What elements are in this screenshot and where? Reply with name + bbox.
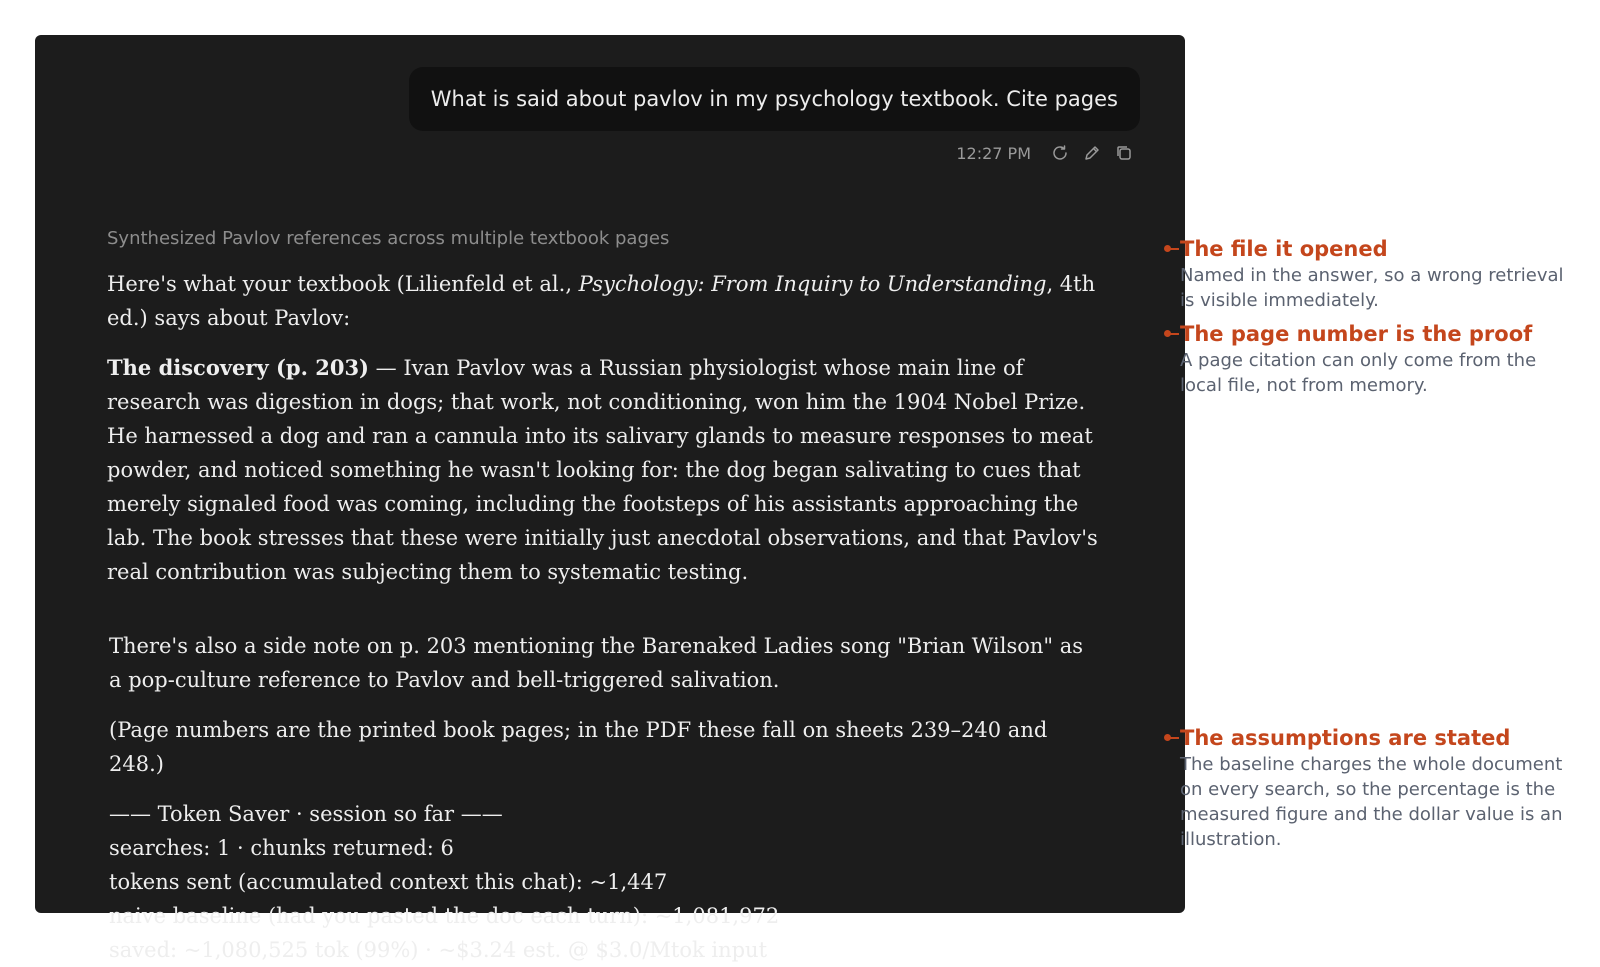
annotation-body: Named in the answer, so a wrong retrieval is visible immediately. xyxy=(1180,265,1564,311)
user-message-text: What is said about pavlov in my psychology textbook. Cite pages xyxy=(430,87,1118,111)
answer-intro xyxy=(107,267,1102,335)
intro-after: , 4th ed.) says about Pavlov: xyxy=(107,272,1096,330)
annotation-body: A page citation can only come from the local file, not from memory. xyxy=(1180,350,1537,396)
user-message xyxy=(409,67,1140,131)
answer-page-note: (Page numbers are the printed book pages; in the PDF these fall on sheets 239–240 and 248.) xyxy=(109,718,1048,776)
token-saver-tokens-sent: tokens sent (accumulated context this chat): ~1,447 xyxy=(109,870,668,894)
edit-icon[interactable] xyxy=(1083,144,1101,162)
answer-side-note: There's also a side note on p. 203 mentioning the Barenaked Ladies song "Brian Wilson" as a pop-culture reference to Pavlov and bell-triggered salivation. xyxy=(109,634,1084,692)
annotation-assumptions xyxy=(1180,725,1580,852)
discovery-text: — Ivan Pavlov was a Russian physiologist whose main line of research was digestion in dogs; that work, not conditioning, won him the 1904 Nobel Prize. He harnessed a dog and ran a cannula into its salivary glands to measure responses to meat powder, and noticed something he wasn't looking for: the dog began salivating to cues that merely signaled food was coming, including the footsteps of his assistants approaching the lab. The book stresses that these were initially just anecdotal observations, and that Pavlov's real contribution was subjecting them to systematic testing. xyxy=(107,356,1098,584)
annotation-title: The page number is the proof xyxy=(1180,322,1533,346)
message-meta xyxy=(956,141,1133,165)
callout-line xyxy=(1169,333,1179,335)
discovery-heading: The discovery (p. 203) xyxy=(107,355,369,380)
message-timestamp: 12:27 PM xyxy=(956,143,1031,163)
chat-panel xyxy=(35,35,1185,962)
intro-before: Here's what your textbook (Lilienfeld et al., xyxy=(107,272,579,296)
thinking-summary[interactable]: Synthesized Pavlov references across multiple textbook pages xyxy=(107,228,670,249)
book-title: Psychology: From Inquiry to Understanding xyxy=(578,272,1047,296)
copy-icon[interactable] xyxy=(1115,144,1133,162)
token-saver xyxy=(107,797,1102,967)
annotation-file-opened xyxy=(1180,236,1580,313)
assistant-answer xyxy=(107,267,1102,967)
token-saver-searches: searches: 1 · chunks returned: 6 xyxy=(109,836,454,860)
callout-line xyxy=(1169,737,1179,739)
token-saver-saved: saved: ~1,080,525 tok (99%) · ~$3.24 est. @ $3.0/Mtok input xyxy=(109,938,768,962)
token-saver-header: —— Token Saver · session so far —— xyxy=(109,802,503,826)
retry-icon[interactable] xyxy=(1051,144,1069,162)
annotation-body: The baseline charges the whole document on every search, so the percentage is the measured figure and the dollar value is an illustration. xyxy=(1180,754,1563,850)
token-saver-baseline: naive baseline (had you pasted the doc each turn): ~1,081,972 xyxy=(109,904,780,928)
callout-line xyxy=(1169,248,1179,250)
answer-discovery xyxy=(107,351,1102,589)
annotation-title: The assumptions are stated xyxy=(1180,726,1511,750)
annotation-page-number xyxy=(1180,321,1580,398)
annotation-title: The file it opened xyxy=(1180,237,1388,261)
